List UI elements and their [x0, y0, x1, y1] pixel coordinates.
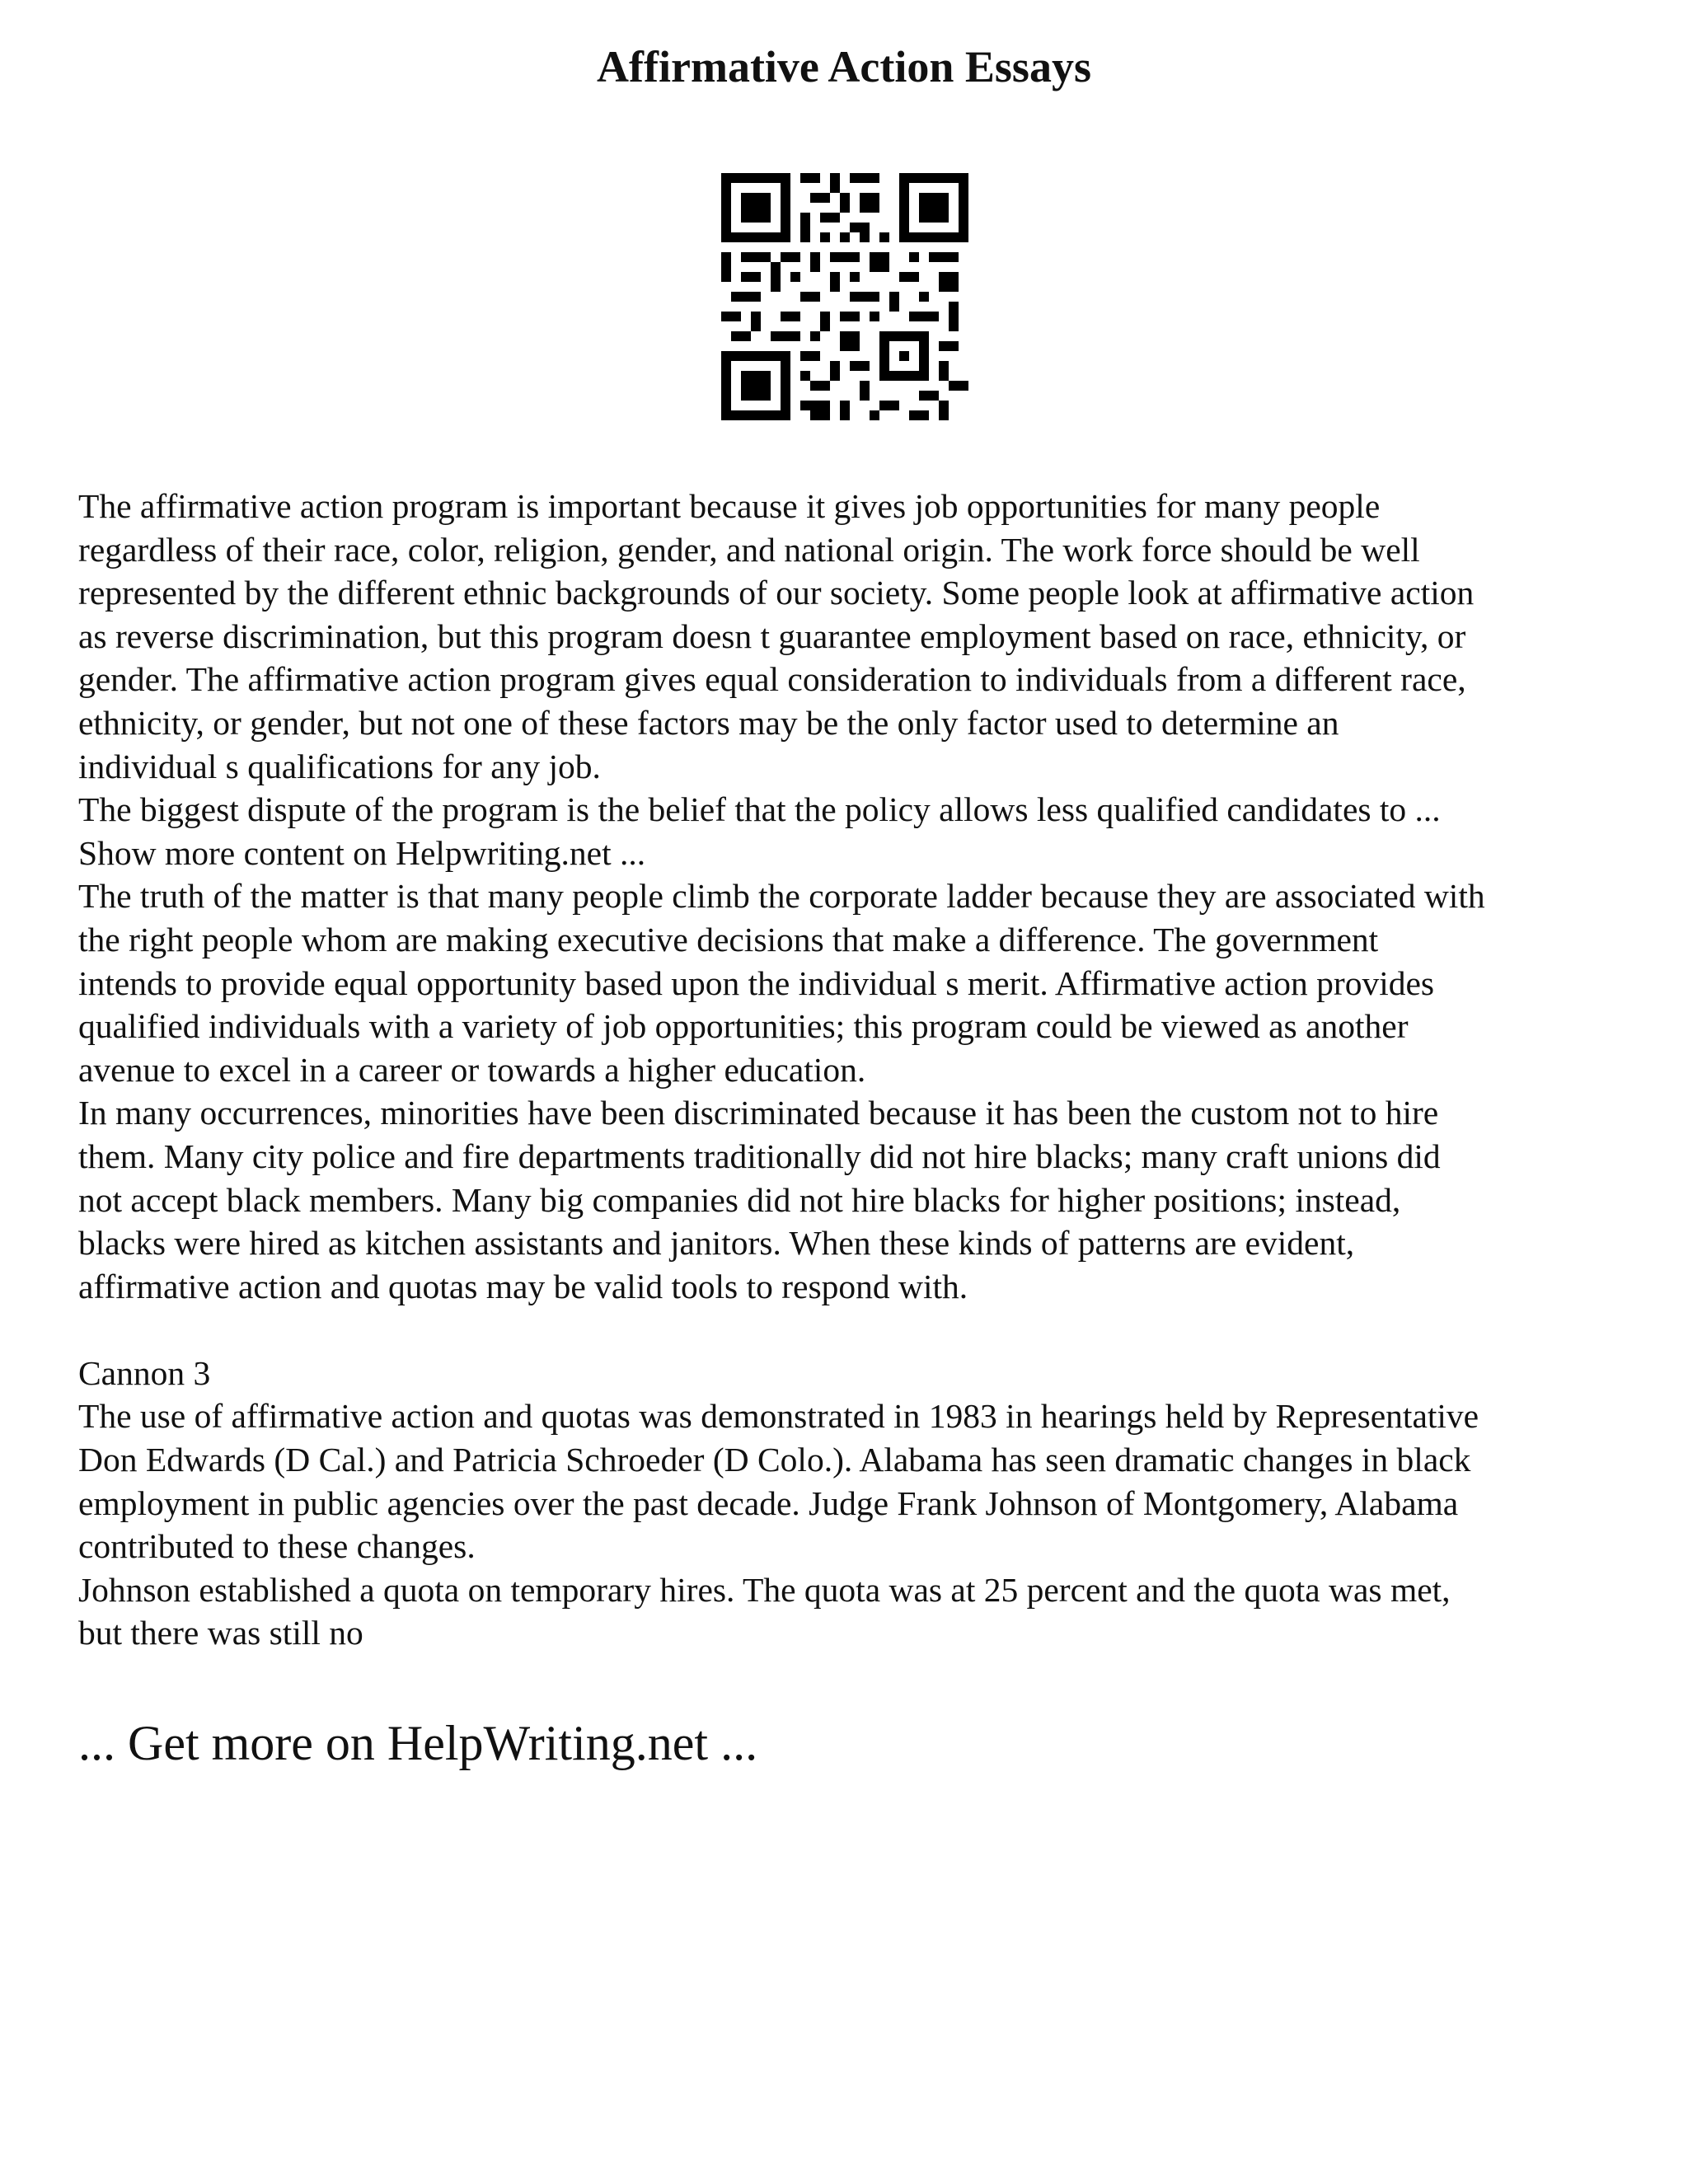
paragraph-truth: The truth of the matter is that many people climb the corporate ladder because they are associated with the right people whom are making executive decisions that make a difference. The government intends to provide equal opportunity based upon the individual s merit. Affirmative action provides qualified individuals with a variety of job opportunities; this program could be viewed as another avenue to excel in a career or towards a higher education.	[78, 877, 1485, 1089]
paragraph-johnson: Johnson established a quota on temporary hires. The quota was at 25 percent and the quota was met, but there was still no	[78, 1570, 1451, 1652]
paragraph-dispute: The biggest dispute of the program is the belief that the policy allows less qualified candidates to ...	[78, 790, 1441, 829]
paragraph-hearings: The use of affirmative action and quotas was demonstrated in 1983 in hearings held by Representative Don Edwards (D Cal.) and Patricia Schroeder (D Colo.). Alabama has seen dramatic changes in black employment in public agencies over the past decade. Judge Frank Johnson of Montgomery, Alabama contributed to these changes.	[78, 1397, 1479, 1566]
paragraph-gap	[78, 1308, 1628, 1352]
paragraph-intro: The affirmative action program is important because it gives job opportunities for many people regardless of their race, color, religion, gender, and national origin. The work force should be well represented by the different ethnic backgrounds of our society. Some people look at affirmative action as reverse discrimination, but this program doesn t guarantee employment based on race, ethnicity, or gender. The affirmative action program gives equal consideration to individuals from a different race, ethnicity, or gender, but not one of these factors may be the only factor used to determine an individual s qualifications for any job.	[78, 487, 1475, 785]
paragraph-occurrences: In many occurrences, minorities have been discriminated because it has been the custom not to hire them. Many city police and fire departments traditionally did not hire blacks; many craft unions did not accept black members. Many big companies did not hire blacks for higher positions; instead, blacks were hired as kitchen assistants and janitors. When these kinds of patterns are evident, affirmative action and quotas may be valid tools to respond with.	[78, 1094, 1441, 1305]
show-more-link[interactable]: Show more content on Helpwriting.net ...	[78, 833, 646, 872]
qr-code-icon	[721, 173, 968, 420]
get-more-link[interactable]: ... Get more on HelpWriting.net ...	[78, 1716, 758, 1770]
cannon-heading: Cannon 3	[78, 1353, 211, 1392]
essay-body	[78, 485, 1628, 1655]
page-title: Affirmative Action Essays	[597, 42, 1091, 91]
